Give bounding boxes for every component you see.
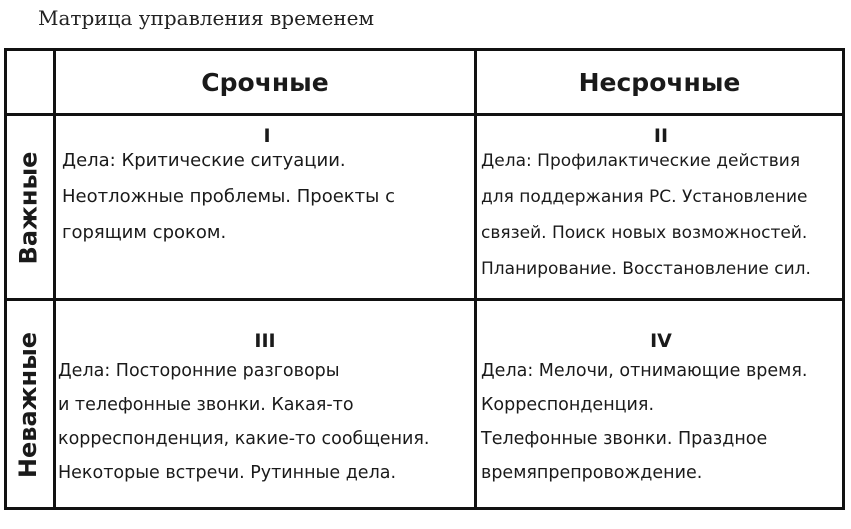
quadrant-3-line: Некоторые встречи. Рутинные дела. bbox=[58, 463, 397, 483]
quadrant-2-line: связей. Поиск новых возможностей. bbox=[481, 223, 808, 243]
quadrant-1-numeral: I bbox=[263, 125, 271, 147]
quadrant-1-line: Дела: Критические ситуации. bbox=[62, 150, 346, 171]
quadrant-2-line: Планирование. Восстановление сил. bbox=[481, 259, 811, 279]
quadrant-4-line: Корреспонденция. bbox=[481, 395, 655, 415]
quadrant-4-line: времяпрепровождение. bbox=[481, 463, 703, 483]
quadrant-3-line: Дела: Посторонние разговоры bbox=[58, 361, 340, 381]
column-header-urgent: Срочные bbox=[201, 67, 329, 97]
row-header-important-label: Важные bbox=[14, 151, 42, 264]
quadrant-1-line: горящим сроком. bbox=[62, 222, 227, 243]
quadrant-3-line: корреспонденция, какие-то сообщения. bbox=[58, 429, 430, 449]
border-right bbox=[842, 48, 845, 510]
column-divider bbox=[474, 48, 477, 510]
quadrant-1-line: Неотложные проблемы. Проекты с bbox=[62, 186, 395, 207]
border-bottom bbox=[4, 507, 845, 510]
row-header-not-important bbox=[6, 302, 50, 507]
quadrant-3-text bbox=[58, 354, 472, 490]
diagram-title: Матрица управления временем bbox=[38, 6, 375, 30]
quadrant-2-line: для поддержания РС. Установление bbox=[481, 187, 808, 207]
quadrant-2-line: Дела: Профилактические действия bbox=[481, 151, 801, 171]
row-header-divider bbox=[53, 48, 56, 510]
row-header-not-important-label: Неважные bbox=[14, 331, 43, 478]
quadrant-2 bbox=[481, 125, 841, 287]
quadrant-2-numeral: II bbox=[653, 125, 669, 147]
quadrant-2-text bbox=[481, 143, 841, 287]
row-divider bbox=[4, 298, 845, 301]
quadrant-3-line: и телефонные звонки. Какая-то bbox=[58, 395, 354, 415]
quadrant-4-text bbox=[481, 354, 841, 490]
quadrant-3-numeral: III bbox=[254, 330, 276, 352]
quadrant-4-numeral: IV bbox=[650, 330, 672, 352]
quadrant-3 bbox=[58, 330, 472, 490]
quadrant-4-line: Телефонные звонки. Праздное bbox=[481, 429, 768, 449]
column-header-not-urgent: Несрочные bbox=[578, 67, 741, 97]
row-header-important bbox=[6, 117, 50, 298]
quadrant-1-text bbox=[62, 143, 472, 251]
quadrant-1 bbox=[62, 125, 472, 251]
quadrant-4-line: Дела: Мелочи, отнимающие время. bbox=[481, 361, 808, 381]
quadrant-4 bbox=[481, 330, 841, 490]
